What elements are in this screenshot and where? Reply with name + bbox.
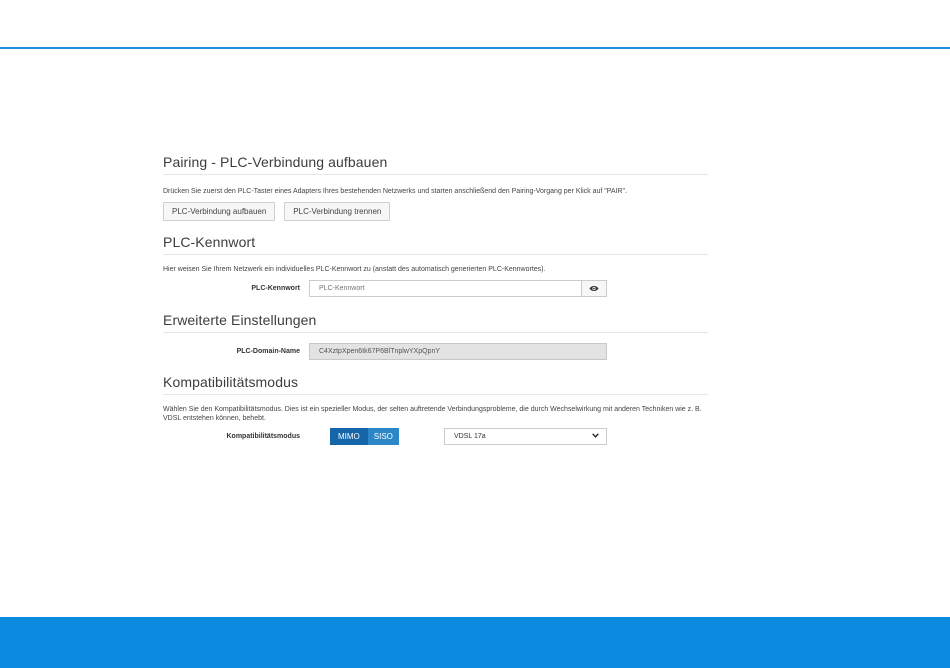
password-row — [163, 280, 708, 298]
vdsl-profile-value: VDSL 17a — [454, 433, 486, 440]
plc-disconnect-button[interactable]: PLC-Verbindung trennen — [284, 202, 390, 221]
password-section-title: PLC-Kennwort — [163, 234, 708, 255]
eye-icon-graphic — [589, 285, 599, 292]
compat-row — [163, 428, 708, 446]
pairing-description: Drücken Sie zuerst den PLC-Taster eines Adapters Ihres bestehenden Netzwerks und starten anschließend den Pairing-Vorgang per Klick auf "PAIR". — [163, 188, 627, 195]
domain-row — [163, 343, 708, 361]
header-divider — [0, 47, 950, 49]
domain-label: PLC-Domain-Name — [236, 348, 300, 355]
settings-content — [163, 154, 708, 446]
pairing-button-row — [163, 202, 708, 221]
compat-label: Kompatibilitätsmodus — [226, 433, 300, 440]
compat-section-title: Kompatibilitätsmodus — [163, 374, 708, 395]
eye-icon[interactable] — [582, 280, 607, 297]
mode-toggle — [330, 428, 399, 445]
plc-password-input[interactable] — [309, 280, 582, 297]
mode-mimo-option[interactable]: MIMO — [330, 428, 368, 445]
password-label: PLC-Kennwort — [251, 285, 300, 292]
plc-connect-button[interactable]: PLC-Verbindung aufbauen — [163, 202, 275, 221]
mode-siso-option[interactable]: SISO — [368, 428, 399, 445]
advanced-section-title: Erweiterte Einstellungen — [163, 312, 708, 333]
compat-description: Wählen Sie den Kompatibilitätsmodus. Dies ist ein spezieller Modus, der selten auftretende Verbindungsprobleme, die durch Wechselwirkung mit anderen Techniken wie z. B. VDSL entstehen können, behebt. — [163, 406, 702, 422]
pairing-section-title: Pairing - PLC-Verbindung aufbauen — [163, 154, 708, 175]
footer-bar — [0, 617, 950, 668]
password-description: Hier weisen Sie Ihrem Netzwerk ein individuelles PLC-Kennwort zu (anstatt des automatisch generierten PLC-Kennwortes). — [163, 266, 546, 273]
vdsl-profile-select[interactable] — [444, 428, 607, 445]
plc-domain-name-field: C4XztpXpen6tk67P6BlTnplwYXpQpnY — [309, 343, 607, 360]
chevron-down-icon — [592, 433, 599, 438]
